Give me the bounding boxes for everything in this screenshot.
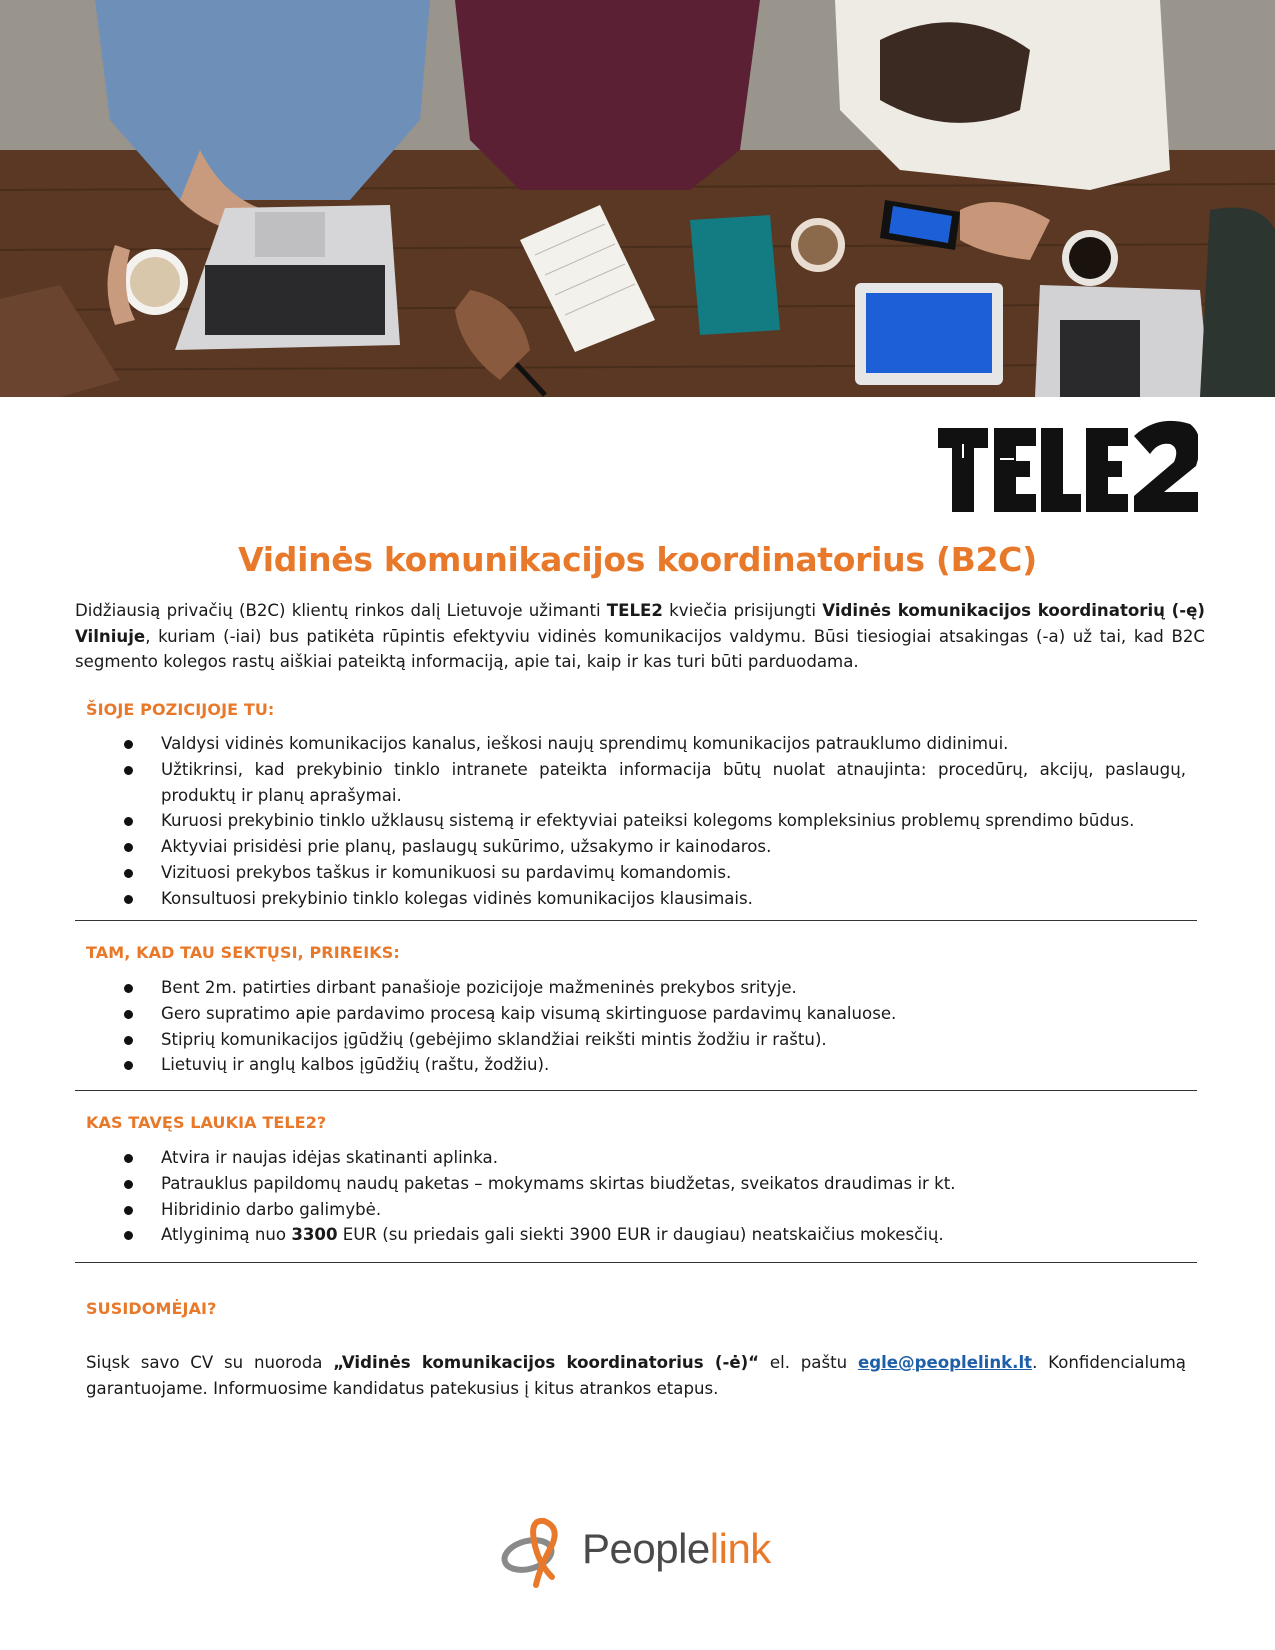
apply-text: Siųsk savo CV su nuoroda [86, 1353, 334, 1372]
duties-list [86, 731, 1186, 912]
list-item [86, 757, 1186, 809]
job-title: Vidinės komunikacijos koordinatorius (B2C) [238, 540, 1037, 579]
bullet-icon [124, 984, 133, 993]
section-divider [75, 1262, 1197, 1263]
peoplelink-wordmark [582, 1525, 771, 1573]
bullet-icon [124, 766, 133, 775]
apply-paragraph [86, 1350, 1186, 1401]
list-item [86, 1052, 1186, 1078]
bullet-icon [124, 1154, 133, 1163]
list-item-text: Vizituosi prekybos taškus ir komunikuosi su pardavimų komandomis. [161, 862, 732, 882]
intro-text: kviečia prisijungti [662, 601, 823, 620]
apply-heading: SUSIDOMĖJAI? [86, 1299, 217, 1318]
intro-paragraph [75, 598, 1205, 675]
list-item-text: Konsultuosi prekybinio tinklo kolegas vidinės komunikacijos klausimais. [161, 888, 753, 908]
list-item-text: Gero supratimo apie pardavimo procesą kaip visumą skirtinguose pardavimų kanaluose. [161, 1003, 897, 1023]
tele2-logo [938, 414, 1198, 514]
company-name: TELE2 [606, 601, 663, 620]
cv-reference: „Vidinės komunikacijos koordinatorius (-ė)“ [333, 1353, 760, 1372]
wordmark-part: link [709, 1525, 771, 1572]
email-link[interactable]: egle@peoplelink.lt [857, 1353, 1033, 1372]
bullet-icon [124, 869, 133, 878]
list-item [86, 1027, 1186, 1053]
list-item [86, 1197, 1186, 1223]
list-item [86, 1001, 1186, 1027]
bullet-icon [124, 1206, 133, 1215]
list-item [86, 886, 1186, 912]
bullet-icon [124, 843, 133, 852]
list-item-text: Stiprių komunikacijos įgūdžių (gebėjimo sklandžiai reikšti mintis žodžiu ir raštu). [161, 1029, 827, 1049]
section-divider [75, 920, 1197, 921]
requirements-list [86, 975, 1186, 1078]
apply-text: . Konfidencialumą garantuojame. Informuosime kandidatus patekusius į kitus atrankos etapus. [86, 1353, 1186, 1398]
list-item-text: Patrauklus papildomų naudų paketas – mokymams skirtas biudžetas, sveikatos draudimas ir kt. [161, 1173, 956, 1193]
list-item-text: Lietuvių ir anglų kalbos įgūdžių (raštu, žodžiu). [161, 1055, 550, 1075]
section-divider [75, 1090, 1197, 1091]
salary-amount: 3300 [291, 1225, 338, 1245]
offer-list [86, 1145, 1186, 1248]
list-item-text: Bent 2m. patirties dirbant panašioje pozicijoje mažmeninės prekybos srityje. [161, 978, 797, 997]
salary-item [86, 1222, 1186, 1248]
bullet-icon [124, 895, 133, 904]
list-item [86, 975, 1186, 1001]
bullet-icon [124, 740, 133, 749]
list-item [86, 834, 1186, 860]
requirements-heading: TAM, KAD TAU SEKTŲSI, PRIREIKS: [86, 943, 400, 962]
wordmark-part: People [582, 1525, 710, 1572]
intro-text: Didžiausią privačių (B2C) klientų rinkos dalį Lietuvoje užimanti [75, 601, 607, 620]
peoplelink-logo [500, 1515, 790, 1589]
intro-text: , kuriam (-iai) bus patikėta rūpintis efektyviu vidinės komunikacijos valdymu. Būsi tiesiogiai atsakingas (-a) už tai, kad B2C segmento kolegos rastų aiškiai pateiktą informaciją, apie tai, kaip ir kas turi būti parduodama. [75, 626, 1205, 671]
offer-heading: KAS TAVĘS LAUKIA TELE2? [86, 1113, 327, 1132]
list-item-text: Atvira ir naujas idėjas skatinanti aplinka. [161, 1148, 498, 1167]
duties-heading: ŠIOJE POZICIJOJE TU: [86, 700, 275, 719]
list-item-text: Valdysi vidinės komunikacijos kanalus, ieškosi naujų sprendimų komunikacijos patrauklumo didinimui. [161, 734, 1009, 753]
list-item [86, 1145, 1186, 1171]
list-item-text: Aktyviai prisidėsi prie planų, paslaugų sukūrimo, užsakymo ir kainodaros. [161, 837, 772, 857]
apply-text: el. paštu [759, 1353, 858, 1372]
list-item [86, 808, 1186, 834]
bullet-icon [124, 1231, 133, 1240]
list-item [86, 731, 1186, 757]
bullet-icon [124, 1061, 133, 1070]
bullet-icon [124, 817, 133, 826]
bullet-icon [124, 1010, 133, 1019]
list-item-text: Kuruosi prekybinio tinklo užklausų sistemą ir efektyviai pateiksi kolegoms kompleksinius problemų sprendimo būdus. [161, 811, 1135, 831]
peoplelink-mark-icon [500, 1515, 570, 1589]
salary-text: EUR (su priedais gali siekti 3900 EUR ir daugiau) neatskaičius mokesčių. [337, 1225, 944, 1245]
list-item-text: Hibridinio darbo galimybė. [161, 1199, 382, 1219]
bullet-icon [124, 1180, 133, 1189]
position-location: Vidinės komunikacijos koordinatorių (-ę) Vilniuje [75, 601, 1205, 646]
list-item [86, 1171, 1186, 1197]
hero-photo [0, 0, 1275, 397]
bullet-icon [124, 1036, 133, 1045]
salary-text: Atlyginimą nuo [161, 1225, 292, 1245]
list-item-text: Užtikrinsi, kad prekybinio tinklo intranete pateikta informacija būtų nuolat atnaujinta: procedūrų, akcijų, paslaugų, produktų ir planų aprašymai. [161, 759, 1186, 805]
list-item [86, 860, 1186, 886]
office-desk-photo-icon [0, 0, 1275, 397]
